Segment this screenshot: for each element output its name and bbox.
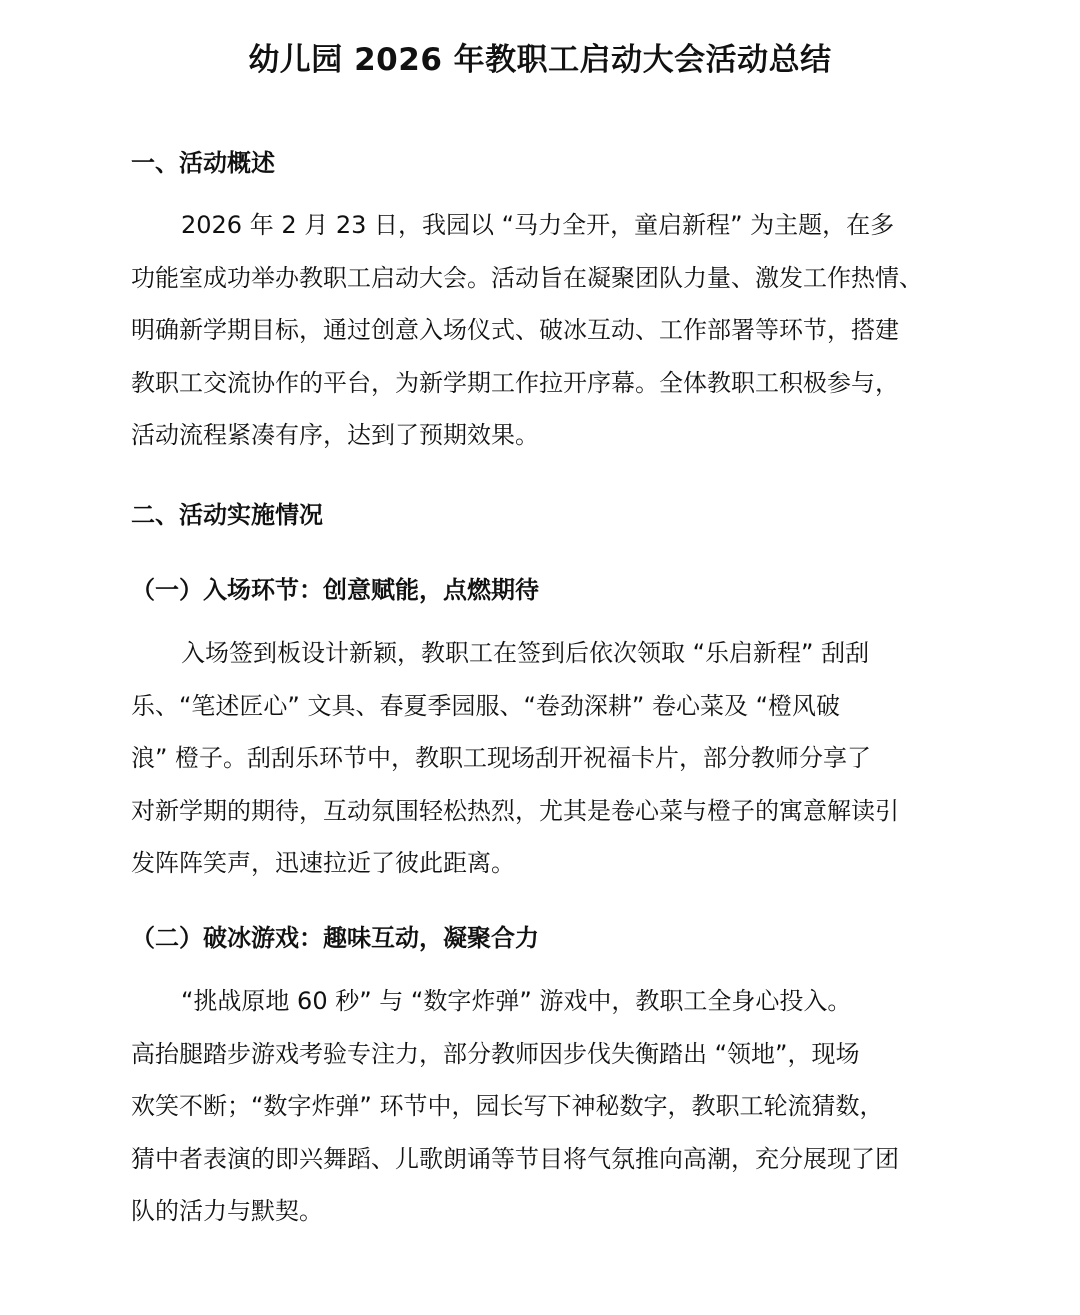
paragraph-overview <box>131 199 961 462</box>
paragraph-line: 乐、“笔述匠心” 文具、春夏季园服、“卷劲深耕” 卷心菜及 “橙风破 <box>131 691 841 720</box>
paragraph-line: 发阵阵笑声，迅速拉近了彼此距离。 <box>131 849 515 877</box>
subsection-heading-entrance: （一）入场环节：创意赋能，点燃期待 <box>131 576 539 604</box>
document-title: 幼儿园 2026 年教职工启动大会活动总结 <box>248 42 832 78</box>
paragraph-line: 队的活力与默契。 <box>131 1197 323 1225</box>
section-heading-implementation: 二、活动实施情况 <box>131 501 323 529</box>
paragraph-line: “挑战原地 60 秒” 与 “数字炸弹” 游戏中，教职工全身心投入。 <box>181 987 852 1015</box>
paragraph-line: 明确新学期目标，通过创意入场仪式、破冰互动、工作部署等环节，搭建 <box>131 316 899 344</box>
paragraph-line: 欢笑不断；“数字炸弹” 环节中，园长写下神秘数字，教职工轮流猜数， <box>131 1092 884 1120</box>
section-heading-overview: 一、活动概述 <box>131 149 275 177</box>
paragraph-line: 教职工交流协作的平台，为新学期工作拉开序幕。全体教职工积极参与， <box>131 368 899 397</box>
paragraph-line: 对新学期的期待，互动氛围轻松热烈，尤其是卷心菜与橙子的寓意解读引 <box>131 796 899 825</box>
subsection-heading-icebreaker: （二）破冰游戏：趣味互动，凝聚合力 <box>131 924 539 952</box>
paragraph-line: 猜中者表演的即兴舞蹈、儿歌朗诵等节目将气氛推向高潮，充分展现了团 <box>131 1144 899 1173</box>
paragraph-line: 功能室成功举办教职工启动大会。活动旨在凝聚团队力量、激发工作热情、 <box>131 263 923 292</box>
paragraph-line: 活动流程紧凑有序，达到了预期效果。 <box>131 421 539 449</box>
paragraph-line: 入场签到板设计新颖，教职工在签到后依次领取 “乐启新程” 刮刮 <box>181 639 870 667</box>
paragraph-entrance <box>131 627 961 890</box>
paragraph-line: 2026 年 2 月 23 日，我园以 “马力全开，童启新程” 为主题，在多 <box>181 211 895 239</box>
paragraph-line: 浪” 橙子。刮刮乐环节中，教职工现场刮开祝福卡片，部分教师分享了 <box>131 744 872 772</box>
paragraph-icebreaker <box>131 975 961 1238</box>
paragraph-line: 高抬腿踏步游戏考验专注力，部分教师因步伐失衡踏出 “领地”，现场 <box>131 1039 860 1068</box>
